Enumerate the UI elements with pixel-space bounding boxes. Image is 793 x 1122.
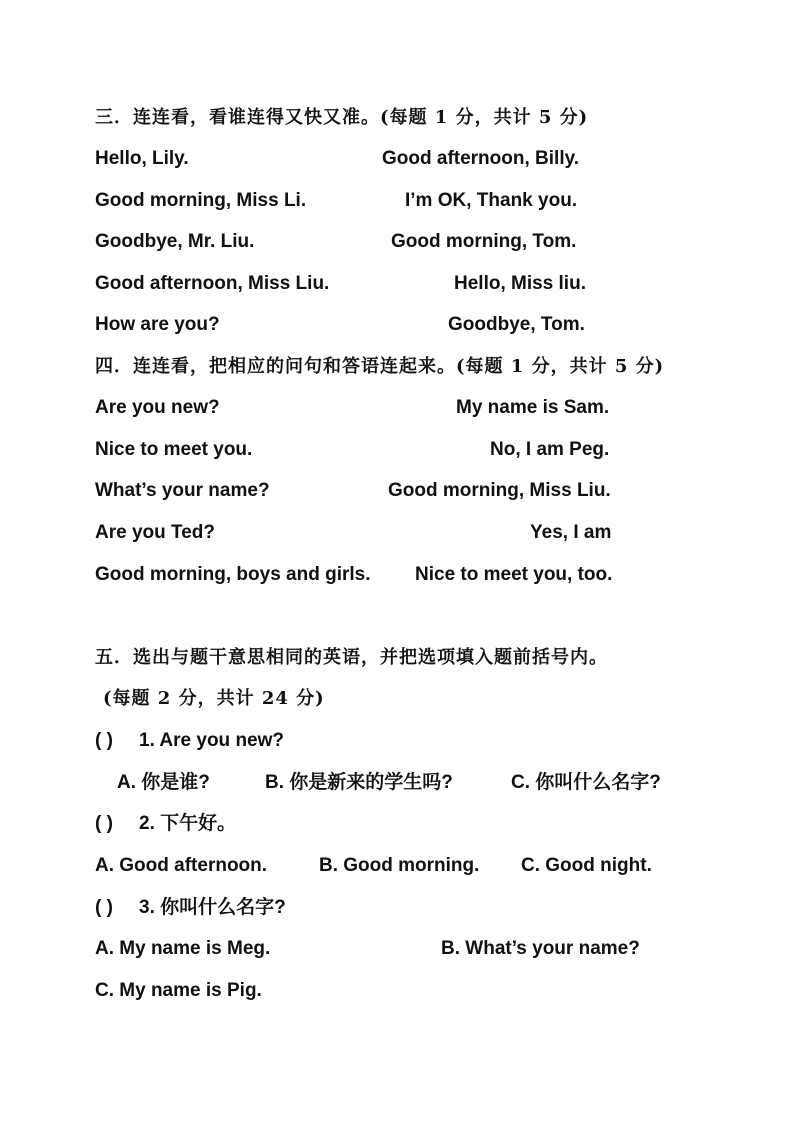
question-2-option-b: B. Good morning. [319, 855, 480, 876]
section-4-heading: 四．连连看，把相应的问句和答语连起来。(每题 1 分，共计 5 分) [95, 356, 665, 377]
question-3-option-b: B. What’s your name? [441, 938, 640, 959]
section-3-left-item-2: Good morning, Miss Li. [95, 190, 307, 211]
section-4-right-item-4: Yes, I am [530, 522, 612, 543]
question-1-option-c [511, 771, 661, 795]
question-2-option-c: C. Good night. [521, 855, 652, 876]
question-3-option-a: A. My name is Meg. [95, 938, 271, 959]
section-3-left-item-3: Goodbye, Mr. Liu. [95, 231, 255, 252]
section-4-right-item-1: My name is Sam. [456, 397, 610, 418]
answer-blank-1[interactable]: ( ) [95, 730, 113, 751]
section-3-right-item-1: Good afternoon, Billy. [382, 148, 580, 169]
question-1 [95, 729, 284, 753]
section-3-right-item-3: Good morning, Tom. [391, 231, 577, 252]
question-2 [95, 812, 236, 836]
section-4-left-item-5: Good morning, boys and girls. [95, 564, 371, 585]
question-3 [95, 896, 286, 920]
section-3-left-item-4: Good afternoon, Miss Liu. [95, 273, 330, 294]
section-4-left-item-2: Nice to meet you. [95, 439, 253, 460]
section-4-right-item-5: Nice to meet you, too. [415, 564, 613, 585]
section-3-right-item-5: Goodbye, Tom. [448, 314, 585, 335]
section-4-left-item-1: Are you new? [95, 397, 220, 418]
section-4-left-item-3: What’s your name? [95, 480, 270, 501]
question-2-stem: 2. 下午好。 [139, 813, 237, 834]
section-4-left-item-4: Are you Ted? [95, 522, 215, 543]
section-5-subheading: (每题 2 分，共计 24 分) [103, 688, 325, 709]
section-3-heading: 三．连连看，看谁连得又快又准。(每题 1 分，共计 5 分) [95, 107, 589, 128]
answer-blank-3[interactable]: ( ) [95, 897, 113, 918]
section-4-right-item-3: Good morning, Miss Liu. [388, 480, 611, 501]
question-2-option-a: A. Good afternoon. [95, 855, 268, 876]
section-3-left-item-1: Hello, Lily. [95, 148, 189, 169]
question-1-option-b [265, 771, 453, 795]
option-text: B. 你是新来的学生吗? [265, 772, 453, 793]
option-text: A. 你是谁? [117, 772, 210, 793]
answer-blank-2[interactable]: ( ) [95, 813, 113, 834]
question-1-option-a [117, 771, 210, 795]
question-3-stem: 3. 你叫什么名字? [139, 897, 286, 918]
question-3-option-c: C. My name is Pig. [95, 980, 262, 1001]
section-3-left-item-5: How are you? [95, 314, 220, 335]
option-text: C. 你叫什么名字? [511, 772, 661, 793]
section-5-heading: 五．选出与题干意思相同的英语，并把选项填入题前括号内。 [95, 647, 608, 668]
question-1-stem: 1. Are you new? [139, 730, 284, 751]
section-3-right-item-2: I’m OK, Thank you. [405, 190, 578, 211]
section-3-right-item-4: Hello, Miss liu. [454, 273, 586, 294]
section-4-right-item-2: No, I am Peg. [490, 439, 610, 460]
